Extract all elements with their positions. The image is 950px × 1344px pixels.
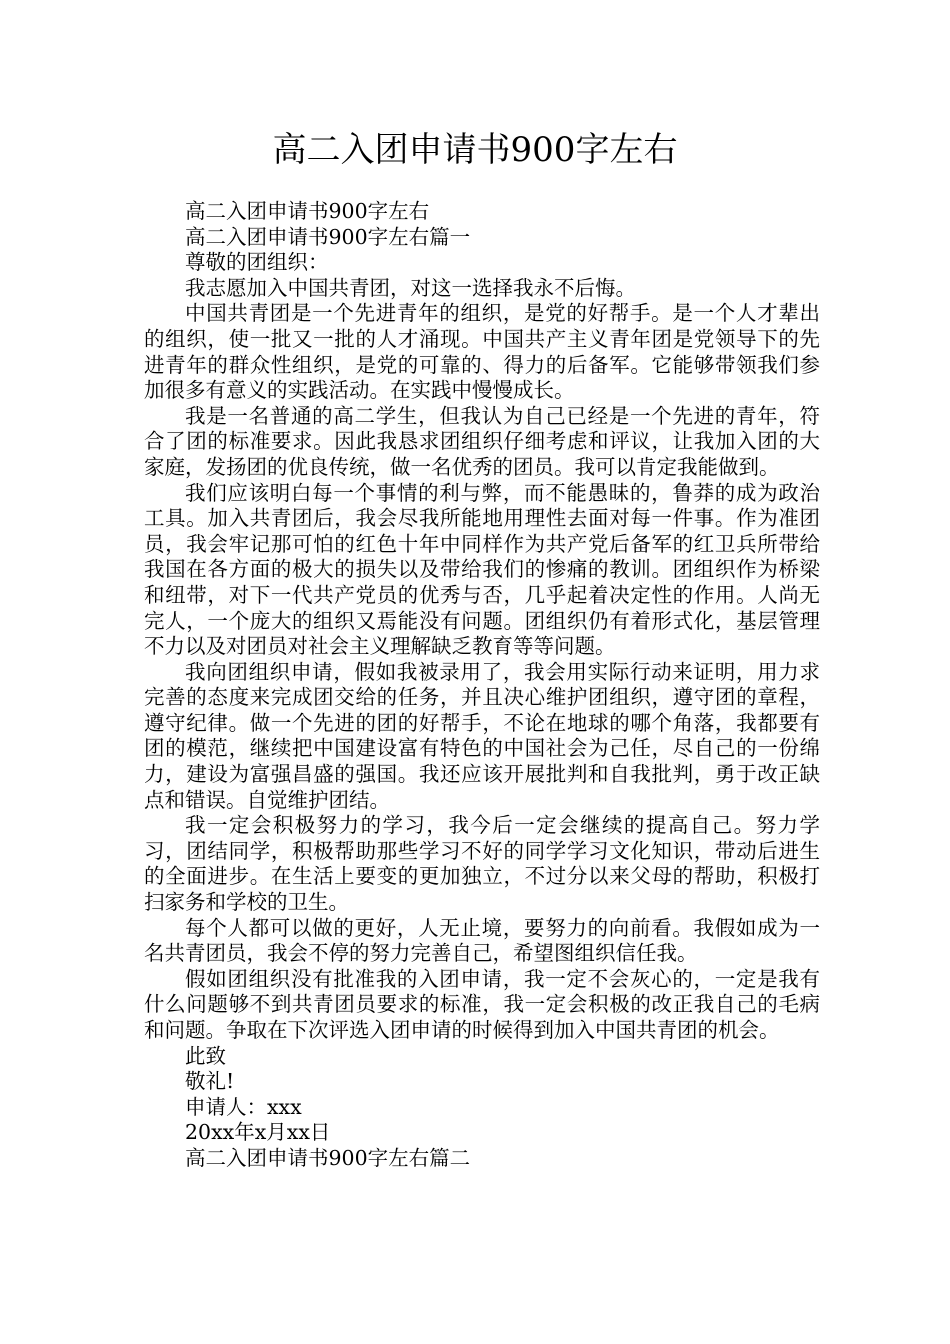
paragraph: 假如团组织没有批准我的入团申请，我一定不会灰心的，一定是我有什么问题够不到共青团员要求的标准，我一定会积极的改正我自己的毛病和问题。争取在下次评选入团申请的时候得到加入中国共青团的机会。 — [144, 966, 820, 1042]
paragraph: 我一定会积极努力的学习，我今后一定会继续的提高自己。努力学习，团结同学，积极帮助那些学习不好的同学学习文化知识，带动后进生的全面进步。在生活上要变的更加独立，不过分以来父母的帮助，积极打扫家务和学校的卫生。 — [144, 813, 820, 915]
date-line: 20xx年x月xx日 — [185, 1120, 331, 1145]
closing-line: 敬礼! — [185, 1069, 235, 1094]
document-title: 高二入团申请书900字左右 — [272, 130, 678, 170]
document-body — [144, 199, 820, 1172]
paragraph: 我是一名普通的高二学生，但我认为自己已经是一个先进的青年，符合了团的标准要求。因此我恳求团组织仔细考虑和评议，让我加入团的大家庭，发扬团的优良传统，做一名优秀的团员。我可以肯定我能做到。 — [144, 403, 820, 479]
paragraph: 高二入团申请书900字左右篇一 — [185, 224, 471, 249]
salutation: 尊敬的团组织： — [185, 250, 329, 275]
paragraph: 我向团组织申请，假如我被录用了，我会用实际行动来证明，用力求完善的态度来完成团交给的任务，并且决心维护团组织，遵守团的章程，遵守纪律。做一个先进的团的好帮手，不论在地球的哪个角落，我都要有团的模范，继续把中国建设富有特色的中国社会为己任，尽自己的一份绵力，建设为富强昌盛的强国。我还应该开展批判和自我批判，勇于改正缺点和错误。自觉维护团结。 — [144, 659, 820, 812]
section-heading: 高二入团申请书900字左右篇二 — [185, 1145, 471, 1170]
paragraph: 我们应该明白每一个事情的利与弊，而不能愚昧的，鲁莽的成为政治工具。加入共青团后，我会尽我所能地用理性去面对每一件事。作为准团员，我会牢记那可怕的红色十年中同样作为共产党后备军的红卫兵所带给我国在各方面的极大的损失以及带给我们的惨痛的教训。团组织作为桥梁和纽带，对下一代共产党员的优秀与否，几乎起着决定性的作用。人尚无完人，一个庞大的组织又焉能没有问题。团组织仍有着形式化，基层管理不力以及对团员对社会主义理解缺乏教育等等问题。 — [144, 480, 820, 659]
paragraph: 每个人都可以做的更好，人无止境，要努力的向前看。我假如成为一名共青团员，我会不停的努力完善自己，希望图组织信任我。 — [144, 915, 820, 966]
paragraph: 我志愿加入中国共青团，对这一选择我永不后悔。 — [185, 275, 636, 300]
paragraph: 高二入团申请书900字左右 — [185, 199, 430, 223]
paragraph: 中国共青团是一个先进青年的组织，是党的好帮手。是一个人才辈出的组织，使一批又一批的人才涌现。中国共产主义青年团是党领导下的先进青年的群众性组织，是党的可靠的、得力的后备军。它能够带领我们参加很多有意义的实践活动。在实践中慢慢成长。 — [144, 301, 820, 403]
applicant-line: 申请人：xxx — [185, 1094, 302, 1119]
closing-line: 此致 — [185, 1043, 226, 1068]
